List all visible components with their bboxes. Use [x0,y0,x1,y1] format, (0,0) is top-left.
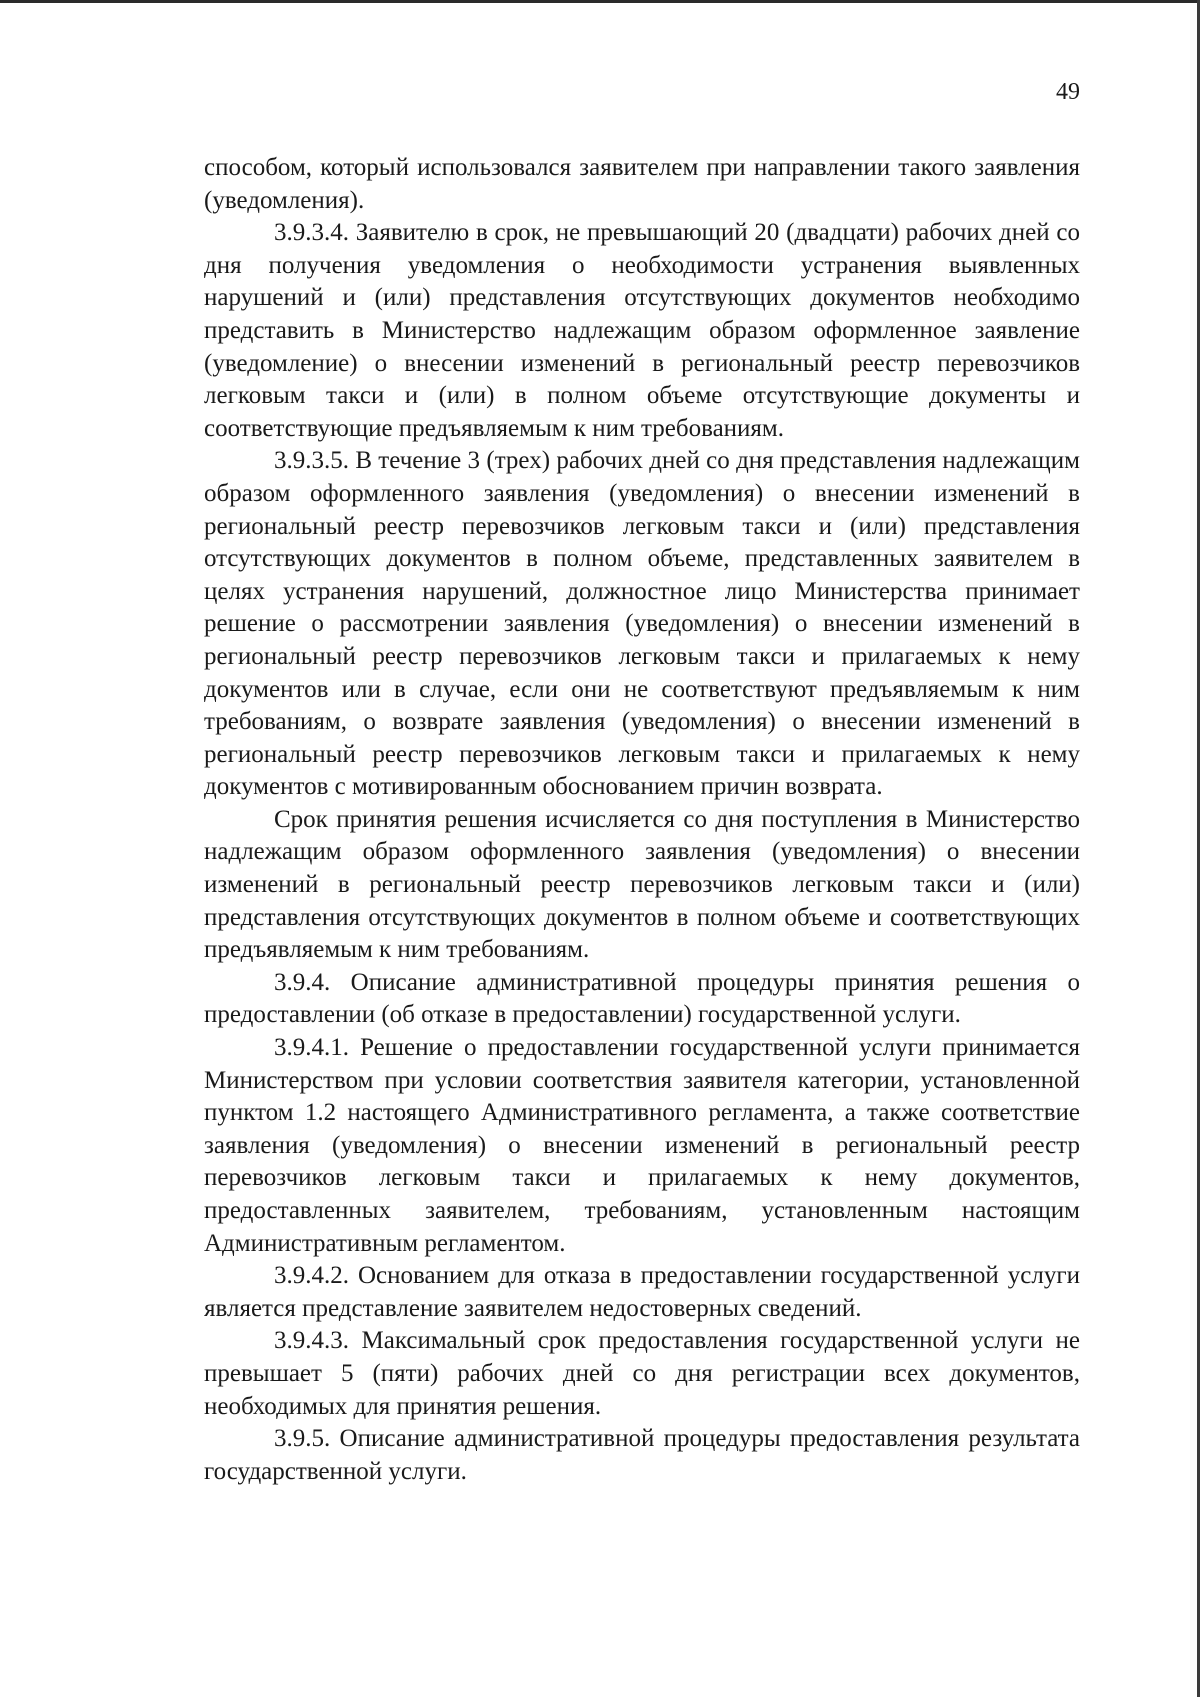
paragraph-3-9-4-2: 3.9.4.2. Основанием для отказа в предоставлении государственной услуги является представление заявителем недостоверных сведений. [204,1262,1080,1322]
paragraph-continuation: способом, который использовался заявителем при направлении такого заявления (уведомления). [204,154,1080,214]
document-body [204,152,1080,1488]
scan-top-edge [0,0,1200,3]
page-number: 49 [1056,79,1080,105]
paragraph-decision-term: Срок принятия решения исчисляется со дня поступления в Министерство надлежащим образом оформленного заявления (уведомления) о внесении изменений в региональный реестр перевозчиков легковым такси и (или) представления отсутствующих документов в полном объеме и соответствующих предъявляемым к ним требованиям. [204,805,1080,964]
paragraph-3-9-3-4: 3.9.3.4. Заявителю в срок, не превышающий 20 (двадцати) рабочих дней со дня получения уведомления о необходимости устранения выявленных нарушений и (или) представления отсутствующих документов необходимо представить в Министерство надлежащим образом оформленное заявление (уведомление) о внесении изменений в региональный реестр перевозчиков легковым такси и (или) в полном объеме отсутствующие документы и соответствующие предъявляемым к ним требованиям. [204,219,1080,442]
paragraph-3-9-4-1: 3.9.4.1. Решение о предоставлении государственной услуги принимается Министерством при условии соответствия заявителя категории, установленной пунктом 1.2 настоящего Административного регламента, а также соответствие заявления (уведомления) о внесении изменений в региональный реестр перевозчиков легковым такси и прилагаемых к нему документов, предоставленных заявителем, требованиям, установленным настоящим Административным регламентом. [204,1034,1080,1257]
paragraph-3-9-5: 3.9.5. Описание административной процедуры предоставления результата государственной услуги. [204,1425,1080,1485]
paragraph-3-9-4-3: 3.9.4.3. Максимальный срок предоставления государственной услуги не превышает 5 (пяти) рабочих дней со дня регистрации всех документов, необходимых для принятия решения. [204,1327,1080,1420]
paragraph-3-9-3-5: 3.9.3.5. В течение 3 (трех) рабочих дней со дня представления надлежащим образом оформленного заявления (уведомления) о внесении изменений в региональный реестр перевозчиков легковым такси и (или) представления отсутствующих документов в полном объеме, представленных заявителем в целях устранения нарушений, должностное лицо Министерства принимает решение о рассмотрении заявления (уведомления) о внесении изменений в региональный реестр перевозчиков легковым такси и прилагаемых к нему документов или в случае, если они не соответствуют предъявляемым к ним требованиям, о возврате заявления (уведомления) о внесении изменений в региональный реестр перевозчиков легковым такси и прилагаемых к нему документов с мотивированным обоснованием причин возврата. [204,447,1080,801]
paragraph-3-9-4: 3.9.4. Описание административной процедуры принятия решения о предоставлении (об отказе в предоставлении) государственной услуги. [204,968,1080,1029]
